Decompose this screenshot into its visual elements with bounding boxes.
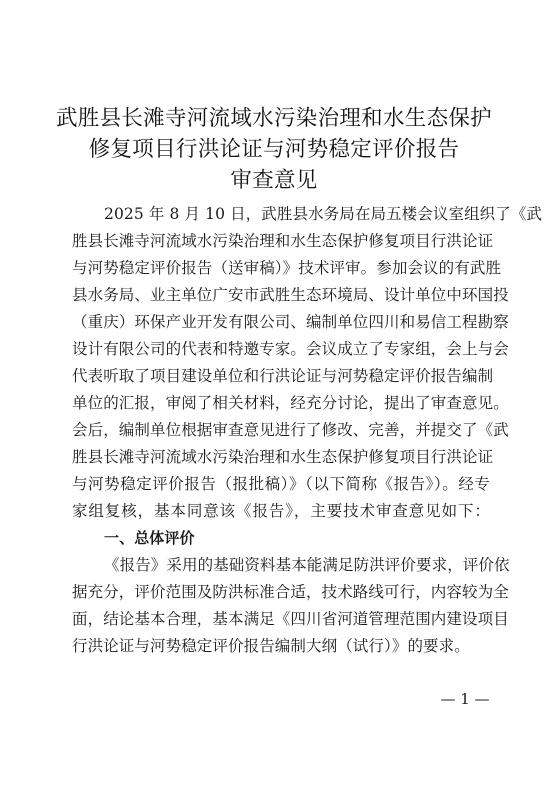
intro-line: 与河势稳定评价报告（报批稿）》（以下简称《报告》）。经专 [72,475,490,493]
intro-line: 胜县长滩寺河流域水污染治理和水生态保护修复项目行洪论证 [72,448,494,466]
section-line: 据充分，评价范围及防洪标准合适，技术路线可行，内容较为全 [72,583,509,601]
intro-line: 胜县长滩寺河流域水污染治理和水生态保护修复项目行洪论证 [72,232,494,250]
title-line-2: 修复项目行洪论证与河势稳定评价报告 [88,137,460,162]
section-line: 行洪论证与河势稳定评价报告编制大纲（试行）》的要求。 [72,637,470,655]
page-number: — 1 — [440,690,490,708]
intro-line: （重庆）环保产业开发有限公司、编制单位四川和易信工程勘察 [72,313,509,331]
intro-line: 2025 年 8 月 10 日，武胜县水务局在局五楼会议室组织了《武 [104,205,543,223]
title-line-3: 审查意见 [230,168,318,193]
intro-line: 与河势稳定评价报告（送审稿）》技术评审。参加会议的有武胜 [72,259,502,277]
intro-line: 设计有限公司的代表和特邀专家。会议成立了专家组，会上与会 [72,340,509,358]
intro-line: 会后，编制单位根据审查意见进行了修改、完善，并提交了《武 [72,421,509,439]
section-line: 面，结论基本合理，基本满足《四川省河道管理范围内建设项目 [72,610,509,628]
intro-line: 单位的汇报，审阅了相关材料，经充分讨论，提出了审查意见。 [72,394,509,412]
title-line-1: 武胜县长滩寺河流域水污染治理和水生态保护 [55,106,492,131]
section-line: 《报告》采用的基础资料基本能满足防洪评价要求，评价依 [104,556,510,574]
section-heading: 一、总体评价 [104,529,195,547]
intro-line: 县水务局、业主单位广安市武胜生态环境局、设计单位中环国投 [72,286,509,304]
intro-line: 家组复核，基本同意该《报告》，主要技术审查意见如下： [72,502,490,520]
intro-line: 代表听取了项目建设单位和行洪论证与河势稳定评价报告编制 [72,367,494,385]
